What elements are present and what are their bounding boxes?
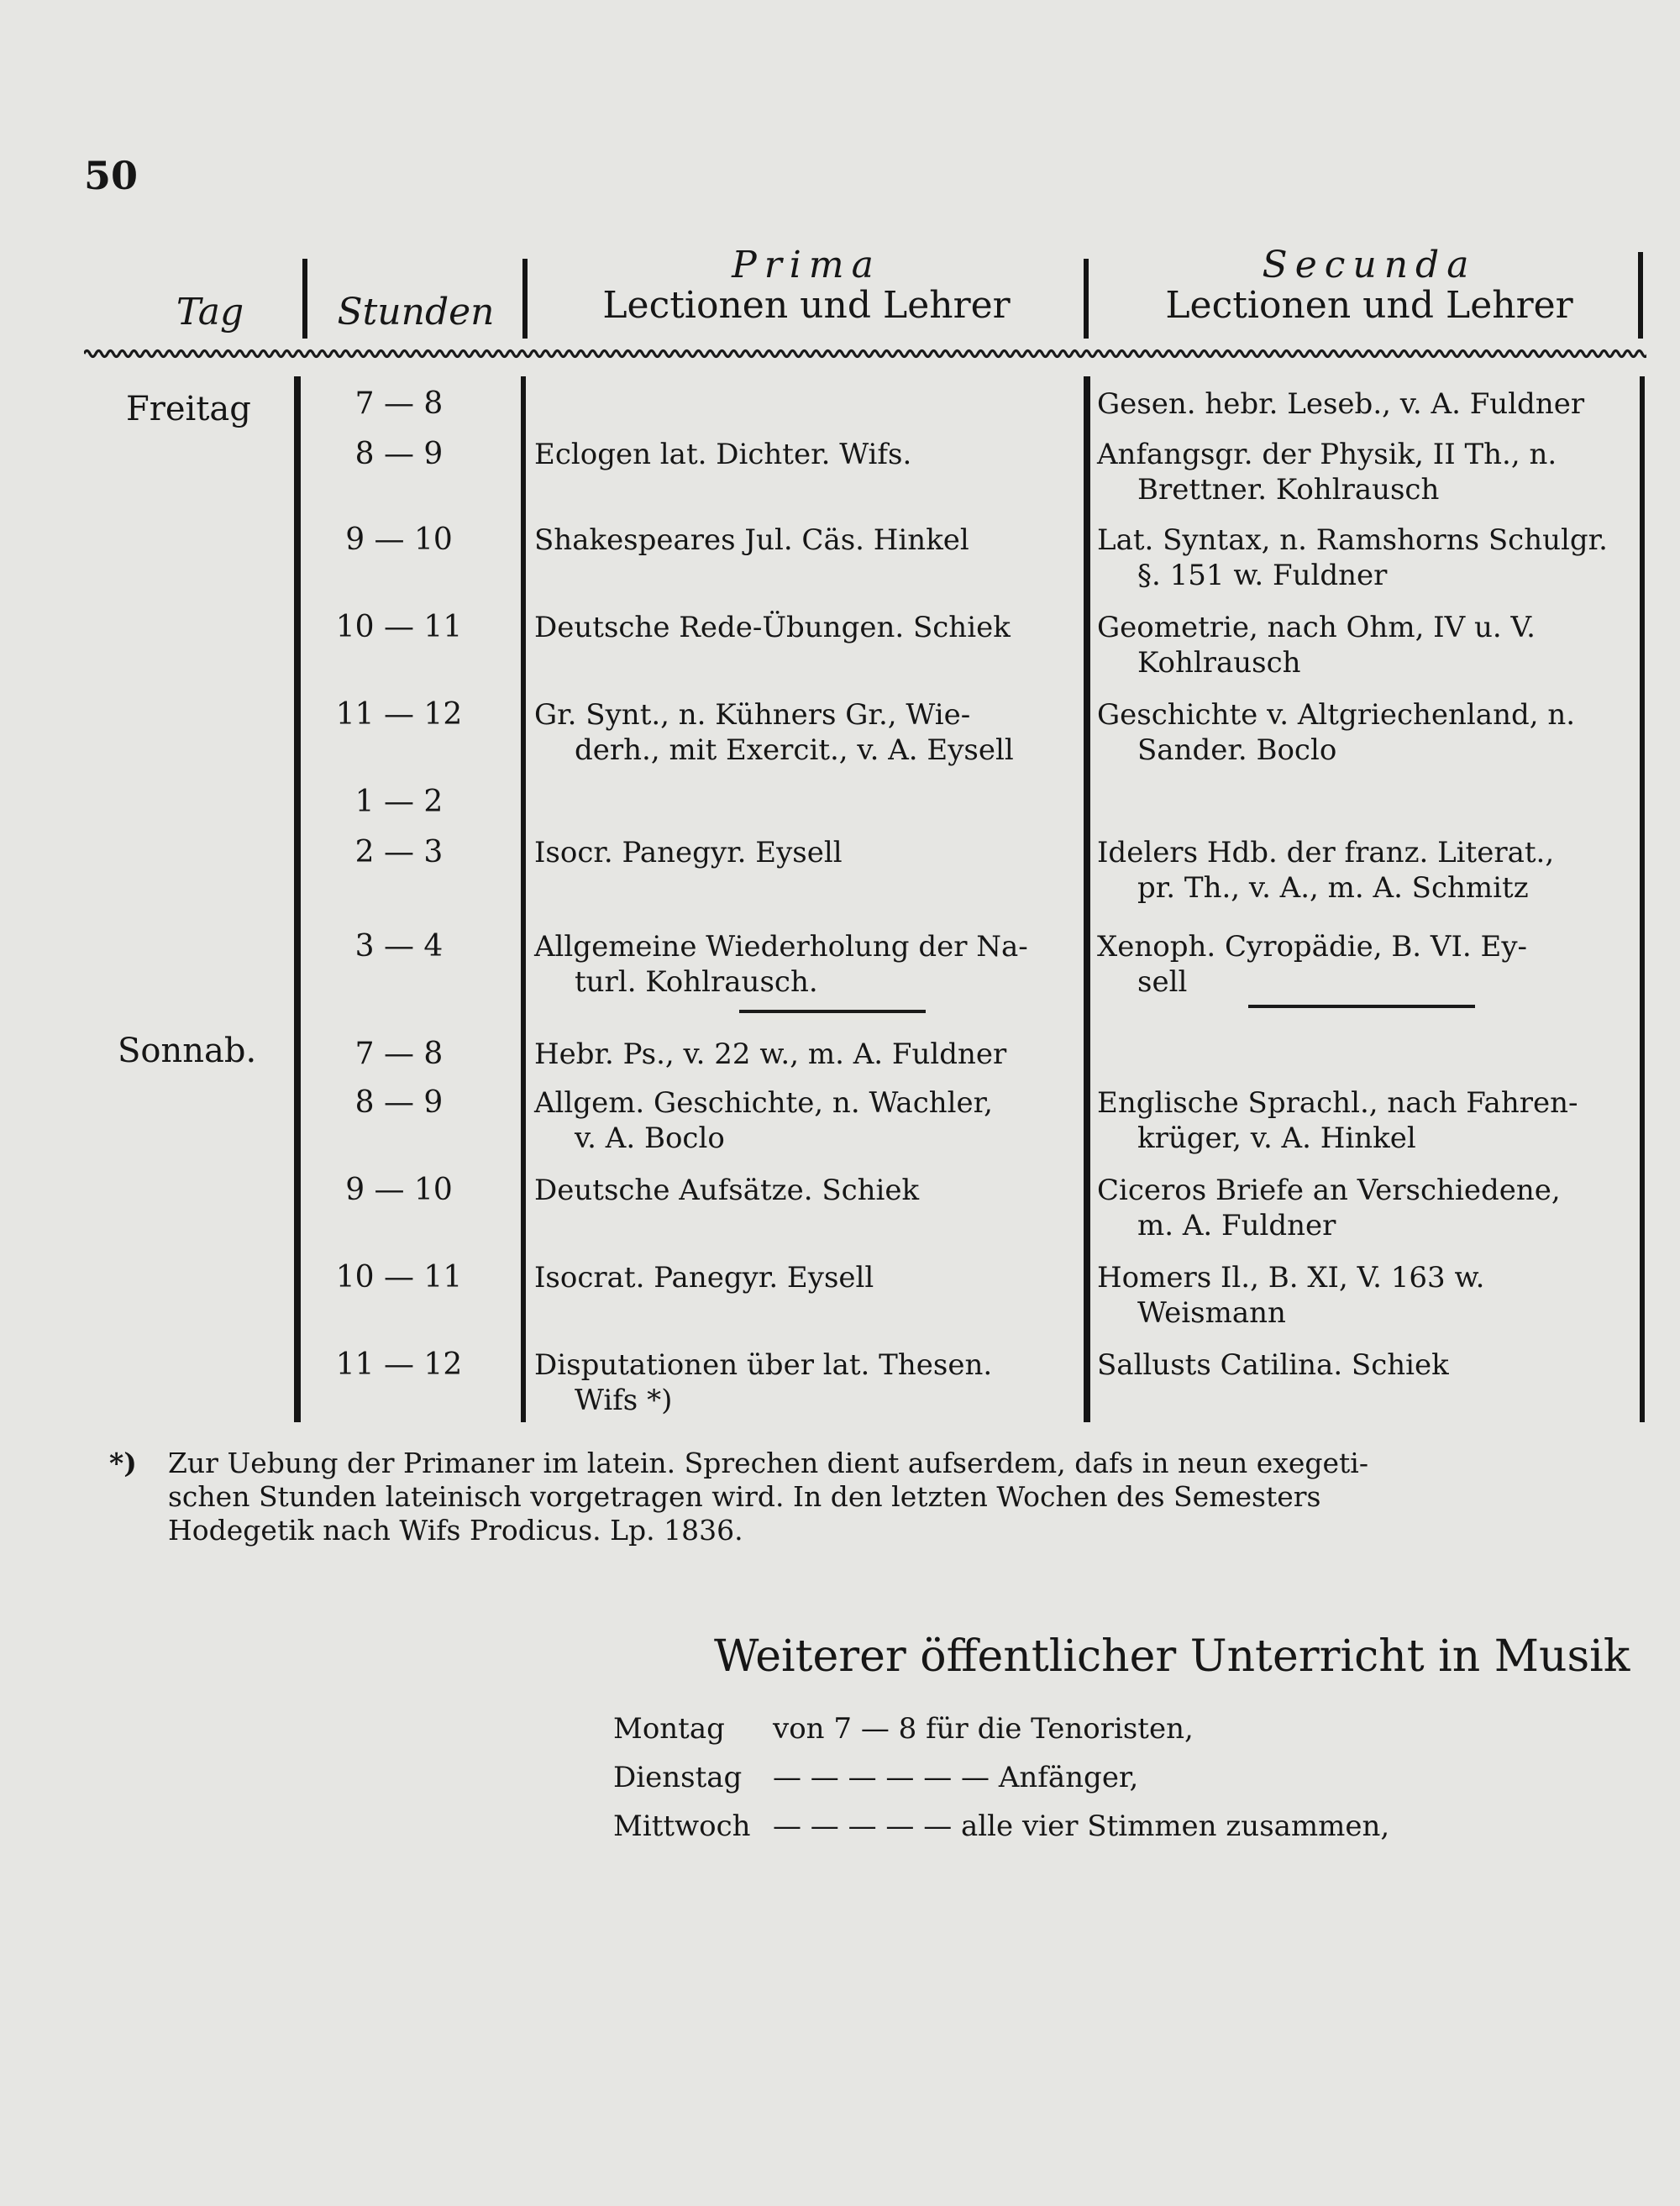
time-slot: 7 — 8 bbox=[354, 386, 444, 421]
entry-line: Kohlrausch bbox=[1137, 646, 1301, 680]
prima-entry bbox=[534, 929, 1080, 1000]
music-detail: — — — — — alle vier Stimmen zusammen, bbox=[773, 1809, 1390, 1843]
entry-line: sell bbox=[1137, 965, 1188, 999]
entry-line: v. A. Boclo bbox=[575, 1121, 725, 1155]
secunda-entry bbox=[1097, 835, 1643, 906]
footnote bbox=[109, 1447, 1655, 1547]
secunda-entry bbox=[1097, 1085, 1643, 1156]
time-slot: 11 — 12 bbox=[335, 1347, 463, 1382]
secunda-entry bbox=[1097, 386, 1643, 422]
header-rule-3 bbox=[1084, 259, 1089, 339]
header-prima-title: Prima bbox=[732, 244, 881, 286]
secunda-entry bbox=[1097, 697, 1643, 768]
prima-entry bbox=[534, 697, 1080, 768]
body-rule-2 bbox=[521, 376, 526, 1422]
header-rule-1 bbox=[302, 259, 307, 339]
time-slot: 10 — 11 bbox=[335, 1260, 463, 1295]
prima-entry bbox=[534, 610, 1080, 645]
header-secunda-title: Secunda bbox=[1262, 244, 1477, 286]
time-slot: 8 — 9 bbox=[354, 1085, 444, 1120]
entry-line: Isocrat. Panegyr. Eysell bbox=[534, 1261, 874, 1295]
entry-line: Allgem. Geschichte, n. Wachler, bbox=[534, 1086, 993, 1120]
time-slot: 9 — 10 bbox=[345, 1173, 453, 1207]
entry-line: turl. Kohlrausch. bbox=[575, 965, 818, 999]
entry-line: m. A. Fuldner bbox=[1137, 1209, 1336, 1242]
entry-line: Deutsche Aufsätze. Schiek bbox=[534, 1174, 920, 1207]
music-day: Montag bbox=[613, 1712, 725, 1746]
entry-line: Weismann bbox=[1137, 1296, 1286, 1330]
entry-line: Sallusts Catilina. Schiek bbox=[1097, 1348, 1449, 1382]
secunda-entry bbox=[1097, 1260, 1643, 1331]
entry-line: Isocr. Panegyr. Eysell bbox=[534, 836, 843, 869]
prima-entry bbox=[534, 1260, 1080, 1295]
footnote-line: schen Stunden lateinisch vorgetragen wird. In den letzten Wochen des Semesters bbox=[168, 1480, 1321, 1513]
body-rule-1 bbox=[294, 376, 301, 1422]
footnote-marker: *) bbox=[109, 1447, 137, 1479]
prima-entry bbox=[534, 437, 1080, 472]
footnote-text: Zur Uebung der Primaner im latein. Sprechen dient aufserdem, dafs in neun exegeti- bbox=[168, 1447, 1369, 1479]
entry-line: Gesen. hebr. Leseb., v. A. Fuldner bbox=[1097, 387, 1585, 421]
entry-line: Wifs *) bbox=[575, 1384, 673, 1417]
entry-line: Sander. Boclo bbox=[1137, 733, 1337, 767]
time-slot: 1 — 2 bbox=[354, 785, 444, 819]
entry-line: Anfangsgr. der Physik, II Th., n. bbox=[1097, 438, 1557, 471]
footnote-line: Hodegetik nach Wifs Prodicus. Lp. 1836. bbox=[168, 1514, 743, 1547]
entry-line: Eclogen lat. Dichter. Wifs. bbox=[534, 438, 912, 471]
prima-entry bbox=[534, 835, 1080, 870]
secunda-entry bbox=[1097, 1347, 1643, 1383]
entry-line: Disputationen über lat. Thesen. bbox=[534, 1348, 993, 1382]
prima-entry bbox=[534, 1347, 1080, 1418]
footnote-line bbox=[109, 1447, 1655, 1480]
entry-line: Brettner. Kohlrausch bbox=[1137, 473, 1440, 507]
entry-line: pr. Th., v. A., m. A. Schmitz bbox=[1137, 871, 1529, 905]
entry-line: derh., mit Exercit., v. A. Eysell bbox=[575, 733, 1014, 767]
header-secunda bbox=[1100, 245, 1638, 326]
day-label: Sonnab. bbox=[118, 1032, 257, 1070]
entry-line: §. 151 w. Fuldner bbox=[1137, 559, 1388, 592]
prima-entry bbox=[534, 523, 1080, 558]
music-day: Dienstag bbox=[613, 1761, 743, 1794]
secunda-entry bbox=[1097, 437, 1643, 507]
music-detail: von 7 — 8 für die Tenoristen, bbox=[773, 1712, 1194, 1746]
entry-line: Ciceros Briefe an Verschiedene, bbox=[1097, 1174, 1561, 1207]
entry-line: Englische Sprachl., nach Fahren- bbox=[1097, 1086, 1578, 1120]
header-rule-4 bbox=[1638, 252, 1643, 339]
header-prima-sub: Lectionen und Lehrer bbox=[602, 284, 1011, 327]
entry-line: Lat. Syntax, n. Ramshorns Schulgr. bbox=[1097, 523, 1608, 557]
header-rule-2 bbox=[522, 259, 528, 339]
secunda-entry bbox=[1097, 523, 1643, 593]
body-rule-3 bbox=[1084, 376, 1090, 1422]
section-divider bbox=[1248, 1005, 1475, 1008]
header-secunda-sub: Lectionen und Lehrer bbox=[1165, 284, 1573, 327]
entry-line: Deutsche Rede-Übungen. Schiek bbox=[534, 611, 1011, 644]
day-label: Freitag bbox=[126, 390, 251, 428]
time-slot: 7 — 8 bbox=[354, 1037, 444, 1071]
time-slot: 11 — 12 bbox=[335, 697, 463, 732]
entry-line: Shakespeares Jul. Cäs. Hinkel bbox=[534, 523, 969, 557]
prima-entry bbox=[534, 1173, 1080, 1208]
entry-line: Geschichte v. Altgriechenland, n. bbox=[1097, 698, 1576, 732]
music-title: Weiterer öffentlicher Unterricht in Musik bbox=[714, 1631, 1630, 1682]
entry-line: Xenoph. Cyropädie, B. VI. Ey- bbox=[1097, 930, 1528, 964]
time-slot: 10 — 11 bbox=[335, 610, 463, 644]
entry-line: krüger, v. A. Hinkel bbox=[1137, 1121, 1416, 1155]
music-detail: — — — — — — Anfänger, bbox=[773, 1761, 1139, 1794]
prima-entry bbox=[534, 1037, 1080, 1072]
header-stunden-label: Stunden bbox=[337, 291, 495, 334]
entry-line: Idelers Hdb. der franz. Literat., bbox=[1097, 836, 1555, 869]
header-stunden bbox=[315, 292, 517, 333]
entry-line: Allgemeine Wiederholung der Na- bbox=[534, 930, 1028, 964]
header-tag bbox=[126, 292, 294, 333]
header-tag-label: Tag bbox=[176, 291, 244, 334]
time-slot: 3 — 4 bbox=[354, 929, 444, 964]
music-day: Mittwoch bbox=[613, 1809, 751, 1843]
secunda-entry bbox=[1097, 1173, 1643, 1243]
prima-entry bbox=[534, 1085, 1080, 1156]
wavy-separator bbox=[84, 346, 1646, 361]
section-divider bbox=[739, 1010, 926, 1013]
secunda-entry bbox=[1097, 610, 1643, 680]
entry-line: Homers Il., B. XI, V. 163 w. bbox=[1097, 1261, 1485, 1295]
time-slot: 2 — 3 bbox=[354, 835, 444, 869]
entry-line: Geometrie, nach Ohm, IV u. V. bbox=[1097, 611, 1536, 644]
secunda-entry bbox=[1097, 929, 1643, 1000]
header-prima bbox=[538, 245, 1075, 326]
time-slot: 9 — 10 bbox=[345, 523, 453, 557]
entry-line: Hebr. Ps., v. 22 w., m. A. Fuldner bbox=[534, 1037, 1007, 1071]
page-number: 50 bbox=[84, 153, 139, 198]
entry-line: Gr. Synt., n. Kühners Gr., Wie- bbox=[534, 698, 971, 732]
time-slot: 8 — 9 bbox=[354, 437, 444, 471]
